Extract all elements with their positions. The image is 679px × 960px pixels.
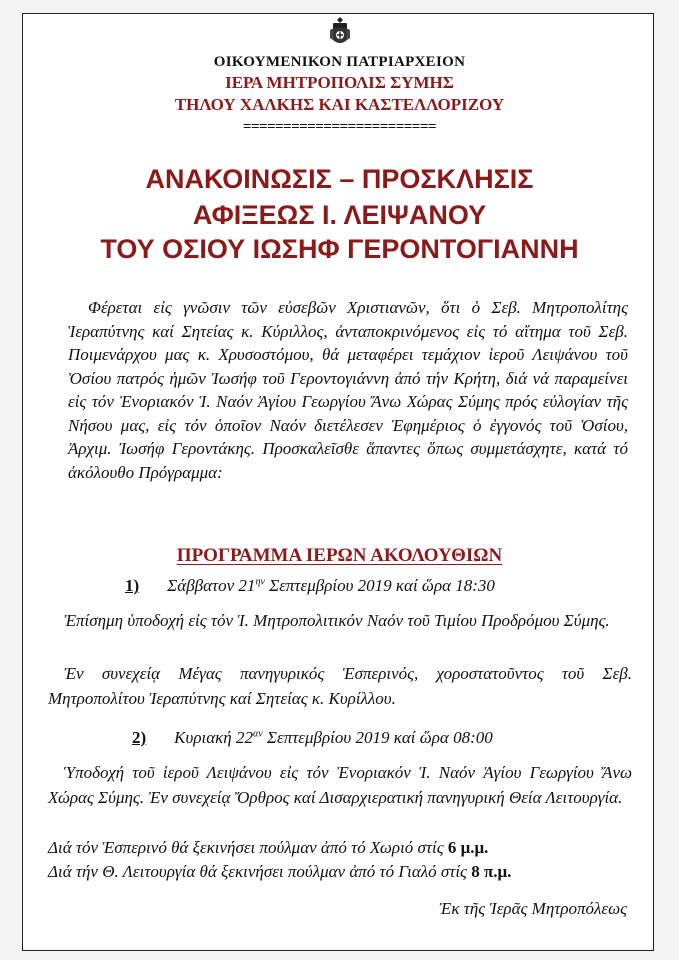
program-item-1-text: Ἐπίσημη ὑποδοχή εἰς τόν Ἱ. Μητροπολιτικόν Ναόν τοῦ Τιμίου Προδρόμου Σύμης. — [64, 611, 610, 630]
metropolis-subheading: ΤΗΛΟΥ ΧΑΛΚΗΣ ΚΑΙ ΚΑΣΤΕΛΛΟΡΙΖΟΥ — [174, 95, 505, 114]
bus-time: 8 π.μ. — [471, 862, 512, 881]
announcement-title-line2: ΑΦΙΞΕΩΣ Ι. ΛΕΙΨΑΝΟΥ — [192, 200, 487, 230]
program-item-1-heading — [125, 576, 495, 596]
patriarchate-heading: ΟΙΚΟΥΜΕΝΙΚΟΝ ΠΑΤΡΙΑΡΧΕΙΟΝ — [213, 54, 466, 70]
program-item-1-text-2: Ἐν συνεχείᾳ Μέγας πανηγυρικός Ἑσπερινός, χοροστατοῦντος τοῦ Σεβ. Μητροπολίτου Ἱεραπύτνης καί Σητείας κ. Κυρίλλου. — [48, 664, 632, 708]
bus-info-liturgy: Διά τήν Θ. Λειτουργία θά ξεκινήσει πούλμαν ἀπό τό Γιαλό στίς 8 π.μ. — [48, 862, 512, 881]
item-date: Κυριακή $22^{\alpha\nu}$ Σεπτεμβρίου 2019 καί ὥρα 08:00 — [174, 728, 493, 747]
patriarchate-seal-icon — [327, 16, 353, 48]
item-number: 2) — [132, 728, 147, 747]
bus-info-vespers: Διά τόν Ἑσπερινό θά ξεκινήσει πούλμαν ἀπό τό Χωριό στίς 6 μ.μ. — [48, 838, 489, 857]
separator-line: ======================== — [242, 119, 437, 135]
program-title: ΠΡΟΓΡΑΜΜΑ ΙΕΡΩΝ ΑΚΟΛΟΥΘΙΩΝ — [176, 545, 503, 566]
announcement-title-line3: ΤΟΥ ΟΣΙΟΥ ΙΩΣΗΦ ΓΕΡΟΝΤΟΓΙΑΝΝΗ — [100, 234, 579, 264]
bus-time: 6 μ.μ. — [447, 838, 489, 857]
metropolis-heading: ΙΕΡΑ ΜΗΤΡΟΠΟΛΙΣ ΣΥΜΗΣ — [225, 73, 454, 92]
signature: Ἐκ τῆς Ἱερᾶς Μητροπόλεως — [439, 899, 627, 918]
intro-paragraph: Φέρεται εἰς γνῶσιν τῶν εὐσεβῶν Χριστιανῶν, ὅτι ὁ Σεβ. Μητροπολίτης Ἱεραπύτνης καί Σητείας κ. Κύριλλος, ἀνταποκρινόμενος εἰς τό αἴτημα τοῦ Σεβ. Ποιμενάρχου μας κ. Χρυσοστόμου, θά μεταφέρει τεμάχιον ἱεροῦ Λειψάνου τοῦ Ὁσίου πατρός ἡμῶν Ἰωσήφ τοῦ Γεροντογιάννη ἀπό τήν Κρήτη, διά νά παραμείνει εἰς τόν Ἐνοριακόν Ἱ. Ναόν Ἁγίου Γεωργίου Ἄνω Χώρας Σύμης πρός εὐλογίαν τῆς Νήσου μας, εἰς τόν ὁποῖον Ναόν διετέλεσεν Ἐφημέριος ὁ ἐγγονός τοῦ Ὁσίου, Ἀρχιμ. Ἰωσήφ Γεροντάκης. Προσκαλεῖσθε ἅπαντες ὅπως συμμετάσχητε, κατά τό ἀκόλουθο Πρόγραμμα: — [68, 298, 628, 482]
program-item-2-heading — [132, 728, 493, 748]
item-date: Σάββατον $21^{\eta\nu}$ Σεπτεμβρίου 2019 καί ὥρα 18:30 — [167, 576, 495, 595]
item-number: 1) — [125, 576, 140, 595]
announcement-title: ΑΝΑΚΟΙΝΩΣΙΣ – ΠΡΟΣΚΛΗΣΙΣ — [145, 164, 534, 194]
program-item-2-text: Ὑποδοχή τοῦ ἱεροῦ Λειψάνου εἰς τόν Ἐνοριακόν Ἱ. Ναόν Ἁγίου Γεωργίου Ἄνω Χώρας Σύμης. Ἐν συνεχείᾳ Ὄρθρος καί Δισαρχιερατική πανηγυρική Θεία Λειτουργία. — [48, 763, 632, 807]
